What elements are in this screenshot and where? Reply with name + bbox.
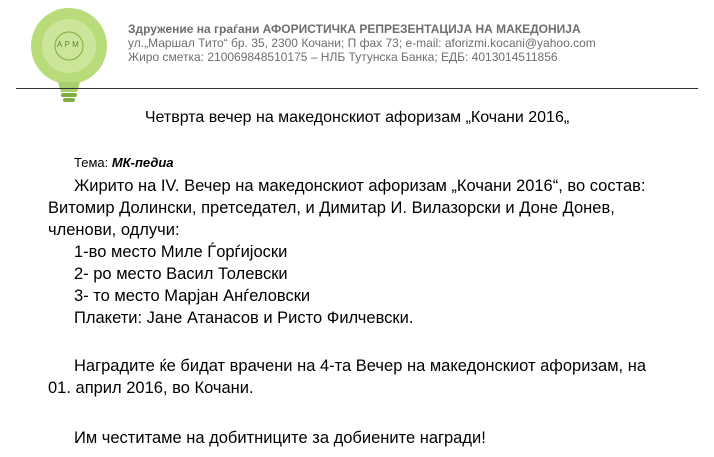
jury-line-2: Витомир Долински, претседател, и Димитар И. Вилазорски и Доне Донев, [48,199,615,217]
letterhead-address: ул.„Маршал Тито“ бр. 35, 2300 Кочани; П фах 73; e-mail: aforizmi.kocani@yahoo.com [128,36,596,50]
topic-label: Тема: [74,155,112,170]
award-second-place: 2- ро место Васил Толевски [74,265,288,283]
ceremony-paragraph [48,355,646,399]
jury-paragraph [48,175,646,241]
topic-line [74,155,174,170]
ceremony-line-2: 01. април 2016, во Кочани. [48,379,254,397]
header-divider [16,88,698,89]
closing-sentence: Им честитаме на добитниците за добиените награди! [74,429,486,447]
letterhead-org-line [128,22,596,36]
logo-badge: А Р М [57,40,79,49]
topic-value: МК-педиа [111,155,174,170]
letterhead [128,22,596,64]
award-third-place: 3- то место Марјан Анѓеловски [74,287,311,305]
jury-line-1: Жирито на IV. Вечер на македонскиот афоризам „Кочани 2016“, во состав: [74,177,646,195]
document-title: Четврта вечер на македонскиот афоризам „Кочани 2016„ [144,109,570,126]
letterhead-bank: Жиро сметка: 210069848510175 – НЛБ Тутунска Банка; ЕДБ: 4013014511856 [128,50,558,64]
ceremony-line-1: Наградите ќе бидат врачени на 4-та Вечер на македонскиот афоризам, на [74,357,646,375]
org-prefix: Здружение на граѓани [128,22,263,36]
organization-logo [26,6,112,104]
lightbulb-logo-icon [26,6,112,104]
org-name: АФОРИСТИЧКА РЕПРЕЗЕНТАЦИЈА НА МАКЕДОНИЈА [262,22,581,36]
award-first-place: 1-во место Миле Ѓорѓијоски [74,243,288,261]
awards-list [74,241,413,329]
jury-line-3: членови, одлучи: [48,221,180,239]
award-plaques: Плакети: Јане Атанасов и Ристо Филчевски. [74,309,414,327]
